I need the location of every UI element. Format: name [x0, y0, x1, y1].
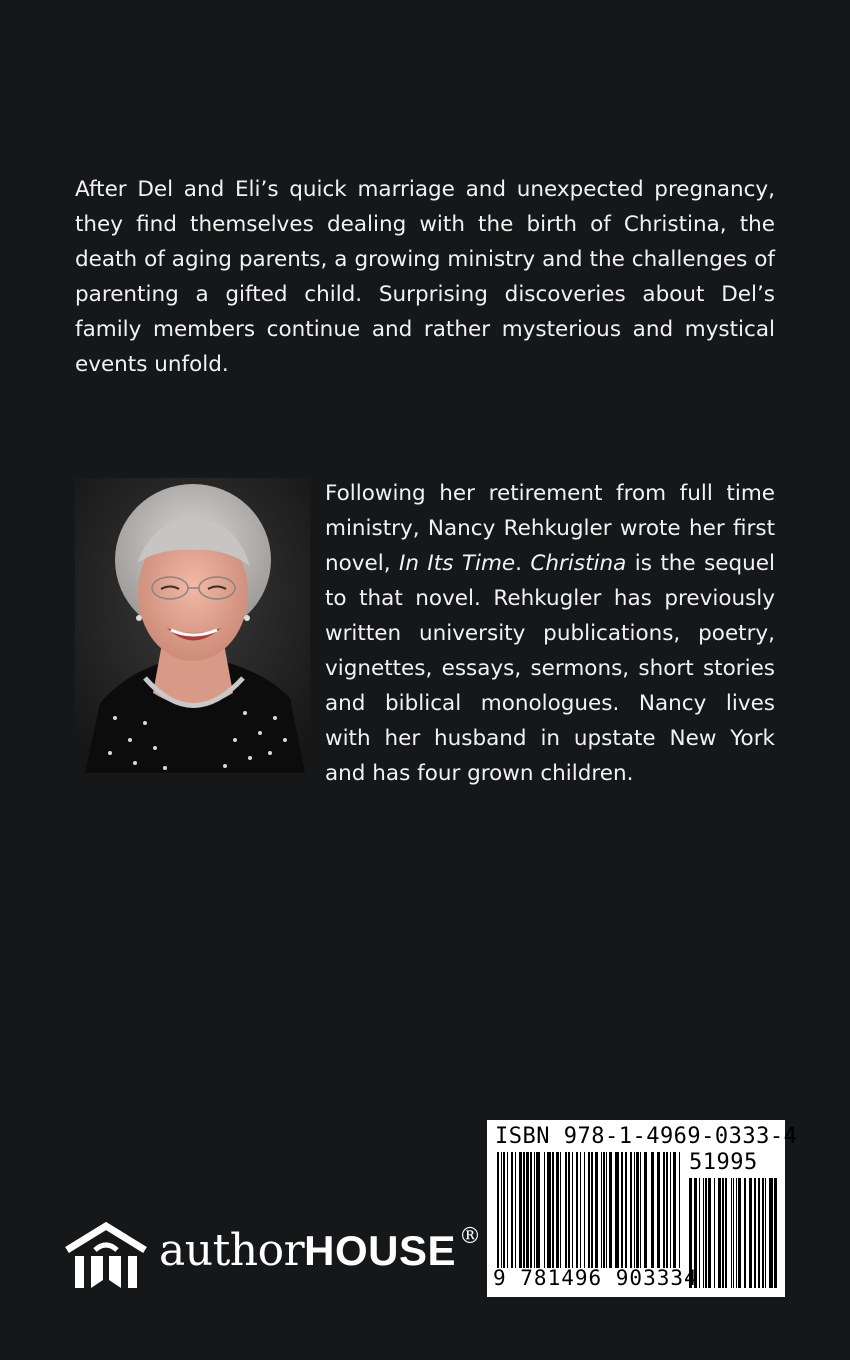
barcode-bar: [503, 1152, 505, 1268]
barcode-bar: [576, 1152, 578, 1268]
barcode-bar: [758, 1178, 760, 1288]
house-book-icon: [63, 1220, 149, 1290]
barcode-bar: [615, 1152, 619, 1268]
barcode-bar: [544, 1152, 545, 1268]
barcode-bar: [636, 1152, 639, 1268]
barcode-bar: [547, 1152, 551, 1268]
barcode-bar: [515, 1152, 516, 1268]
novel-title-in-its-time: In Its Time: [399, 551, 516, 576]
barcode-bar: [536, 1152, 540, 1268]
barcode-bar: [609, 1152, 612, 1268]
barcode-bar: [526, 1152, 529, 1268]
barcode-bar: [744, 1178, 746, 1288]
barcode-bar: [591, 1152, 593, 1268]
publisher-name-part1: author: [159, 1225, 305, 1276]
barcode-bar: [663, 1152, 665, 1268]
barcode-bar: [634, 1152, 635, 1268]
price-code: 51995: [689, 1150, 758, 1175]
barcode-bar: [774, 1178, 777, 1288]
barcode-bar: [703, 1178, 704, 1288]
barcode-bar: [601, 1152, 602, 1268]
barcode-bar: [572, 1152, 573, 1268]
author-bio-part3: is the sequel to that novel. Rehkugler has previously written university publications, poetry, vignettes, essays, sermons, short stories and biblical monologues. Nancy lives with her husband in upstate New York and has four grown children.: [325, 551, 776, 786]
barcode-bar: [666, 1152, 668, 1268]
barcode-bar: [606, 1152, 607, 1268]
publisher-logo: [63, 1220, 481, 1290]
barcode-bar: [595, 1152, 598, 1268]
barcode-bar: [736, 1178, 737, 1288]
barcode-bar: [722, 1178, 724, 1288]
barcode-bar: [552, 1152, 554, 1268]
barcode-bar: [708, 1178, 711, 1288]
ean-digits: 9 781496 903334: [493, 1266, 698, 1290]
novel-title-christina: Christina: [530, 551, 627, 576]
barcode-bar: [762, 1178, 764, 1288]
barcode-bar: [699, 1178, 700, 1288]
barcode-bar: [603, 1152, 605, 1268]
barcode-bar: [523, 1152, 525, 1268]
barcode-bar: [565, 1152, 567, 1268]
barcode-bar: [749, 1178, 752, 1288]
barcode-bar: [738, 1178, 741, 1288]
back-cover-synopsis: After Del and Eli’s quick marriage and unexpected pregnancy, they find themselves dealing with the birth of Christina, the death of aging parents, a growing ministry and the challenges of parenting a gifted child. Surprising discoveries about Del’s family members continue and rather mysterious and mystical events unfold.: [75, 177, 775, 377]
barcode-bar: [673, 1152, 676, 1268]
barcode-bar: [754, 1178, 756, 1288]
barcode-bar: [718, 1178, 721, 1288]
barcode-bar: [714, 1178, 715, 1288]
barcode-bar: [630, 1152, 632, 1268]
barcode-bar: [769, 1178, 773, 1288]
barcode-bar: [588, 1152, 590, 1268]
registered-mark: ®: [458, 1224, 481, 1249]
barcode-bar: [640, 1152, 641, 1268]
barcode-bar: [651, 1152, 654, 1268]
barcode-bar: [725, 1178, 727, 1288]
barcode-bar: [765, 1178, 766, 1288]
barcode-bar: [556, 1152, 559, 1268]
publisher-name-part2: HOUSE: [304, 1227, 456, 1274]
isbn-barcode: [487, 1120, 798, 1297]
barcode-bar: [731, 1178, 732, 1288]
barcode-bar: [511, 1152, 513, 1268]
barcode-bar: [568, 1152, 570, 1268]
barcode-bar: [497, 1152, 499, 1268]
isbn-text: ISBN 978-1-4969-0333-4: [495, 1124, 798, 1149]
barcode-bar: [501, 1152, 502, 1268]
barcode-bar: [644, 1152, 647, 1268]
author-photo: [75, 478, 310, 773]
author-bio: [325, 476, 775, 791]
barcode-bar: [657, 1152, 660, 1268]
barcode-bar: [705, 1178, 707, 1288]
barcode-bar: [670, 1152, 671, 1268]
barcode-bar: [625, 1152, 627, 1268]
barcode-bar: [560, 1152, 561, 1268]
barcode-bar: [530, 1152, 532, 1268]
publisher-name: [159, 1224, 480, 1276]
author-bio-part1: Following her retirement from full time ministry, Nancy Rehkugler wrote her first novel,: [325, 481, 775, 576]
barcode-bar: [733, 1178, 734, 1288]
barcode-bar: [507, 1152, 508, 1268]
barcode-bar: [534, 1152, 535, 1268]
barcode-bar: [584, 1152, 585, 1268]
barcode-bar: [519, 1152, 522, 1268]
barcode-bar: [621, 1152, 623, 1268]
barcode-bar: [679, 1152, 680, 1268]
barcode-bar: [580, 1152, 581, 1268]
author-bio-part2: .: [515, 551, 531, 576]
